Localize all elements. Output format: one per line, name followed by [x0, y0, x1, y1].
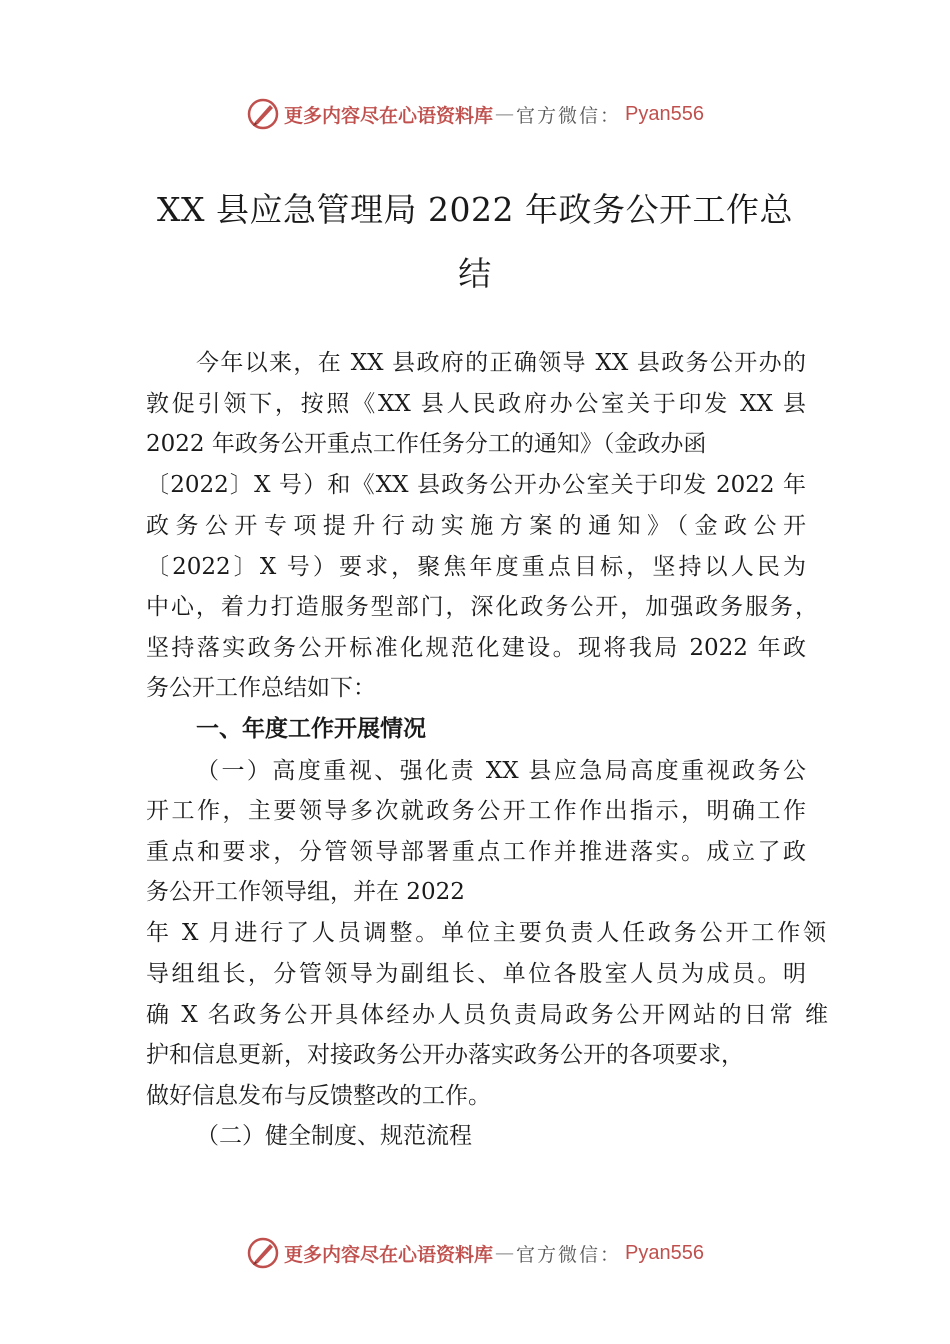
subsection-heading: （二）健全制度、规范流程: [196, 1123, 472, 1149]
paragraph-line: 2022 年政务公开重点工作任务分工的通知》（金政办函: [146, 431, 707, 457]
paragraph-line: 护和信息更新，对接政务公开办落实政务公开的各项要求，: [146, 1042, 744, 1068]
document-title-line1: XX 县应急管理局 2022 年政务公开工作总: [157, 190, 793, 229]
paragraph-line: 〔2022〕X 号）和《XX 县政务公开办公室关于印发 2022 年: [146, 472, 806, 498]
watermark-official-label: 官方微信：: [516, 1243, 622, 1266]
watermark-separator: —: [495, 1242, 515, 1264]
watermark-brand: 更多内容尽在心语资料库: [284, 104, 494, 127]
paragraph-line: 中心，着力打造服务型部门，深化政务公开，加强政务服务，: [146, 594, 818, 620]
section-heading: 一、年度工作开展情况: [196, 716, 426, 742]
paragraph-line: 导组组长，分管领导为副组长、单位各股室人员为成员。明: [146, 961, 806, 987]
paragraph-line: 今年以来，在 XX 县政府的正确领导 XX 县政务公开办的: [196, 350, 806, 376]
pen-logo-icon: [246, 97, 280, 131]
paragraph-line: 务公开工作总结如下：: [146, 675, 376, 701]
paragraph-line: 年 X 月进行了人员调整。单位主要负责人任政务公开工作领: [146, 920, 826, 946]
watermark-separator: —: [495, 103, 515, 125]
paragraph-line: 敦促引领下，按照《XX 县人民政府办公室关于印发 XX 县: [146, 391, 806, 417]
watermark-header: [0, 96, 950, 132]
paragraph-line: 〔2022〕X 号）要求，聚焦年度重点目标，坚持以人民为: [146, 554, 806, 580]
watermark-wechat-id: Pyan556: [625, 102, 704, 125]
paragraph-line: 政务公开专项提升行动实施方案的通知》（金政公开: [146, 513, 806, 539]
paragraph-line: 做好信息发布与反馈整改的工作。: [146, 1083, 491, 1109]
watermark-footer: [0, 1235, 950, 1271]
watermark-official-label: 官方微信：: [516, 104, 622, 127]
document-title-line2: 结: [458, 254, 492, 293]
watermark-brand: 更多内容尽在心语资料库: [284, 1243, 494, 1266]
pen-logo-icon: [246, 1236, 280, 1270]
paragraph-line: 重点和要求，分管领导部署重点工作并推进落实。成立了政: [146, 839, 806, 865]
watermark-wechat-id: Pyan556: [625, 1241, 704, 1264]
paragraph-line: 务公开工作领导组，并在 2022: [146, 879, 465, 905]
paragraph-line: 开工作，主要领导多次就政务公开工作作出指示，明确工作: [146, 798, 806, 824]
paragraph-line: 坚持落实政务公开标准化规范化建设。现将我局 2022 年政: [146, 635, 806, 661]
paragraph-line: （一）高度重视、强化责 XX 县应急局高度重视政务公: [196, 758, 806, 784]
paragraph-line: 确 X 名政务公开具体经办人员负责局政务公开网站的日常 维: [146, 1002, 828, 1028]
